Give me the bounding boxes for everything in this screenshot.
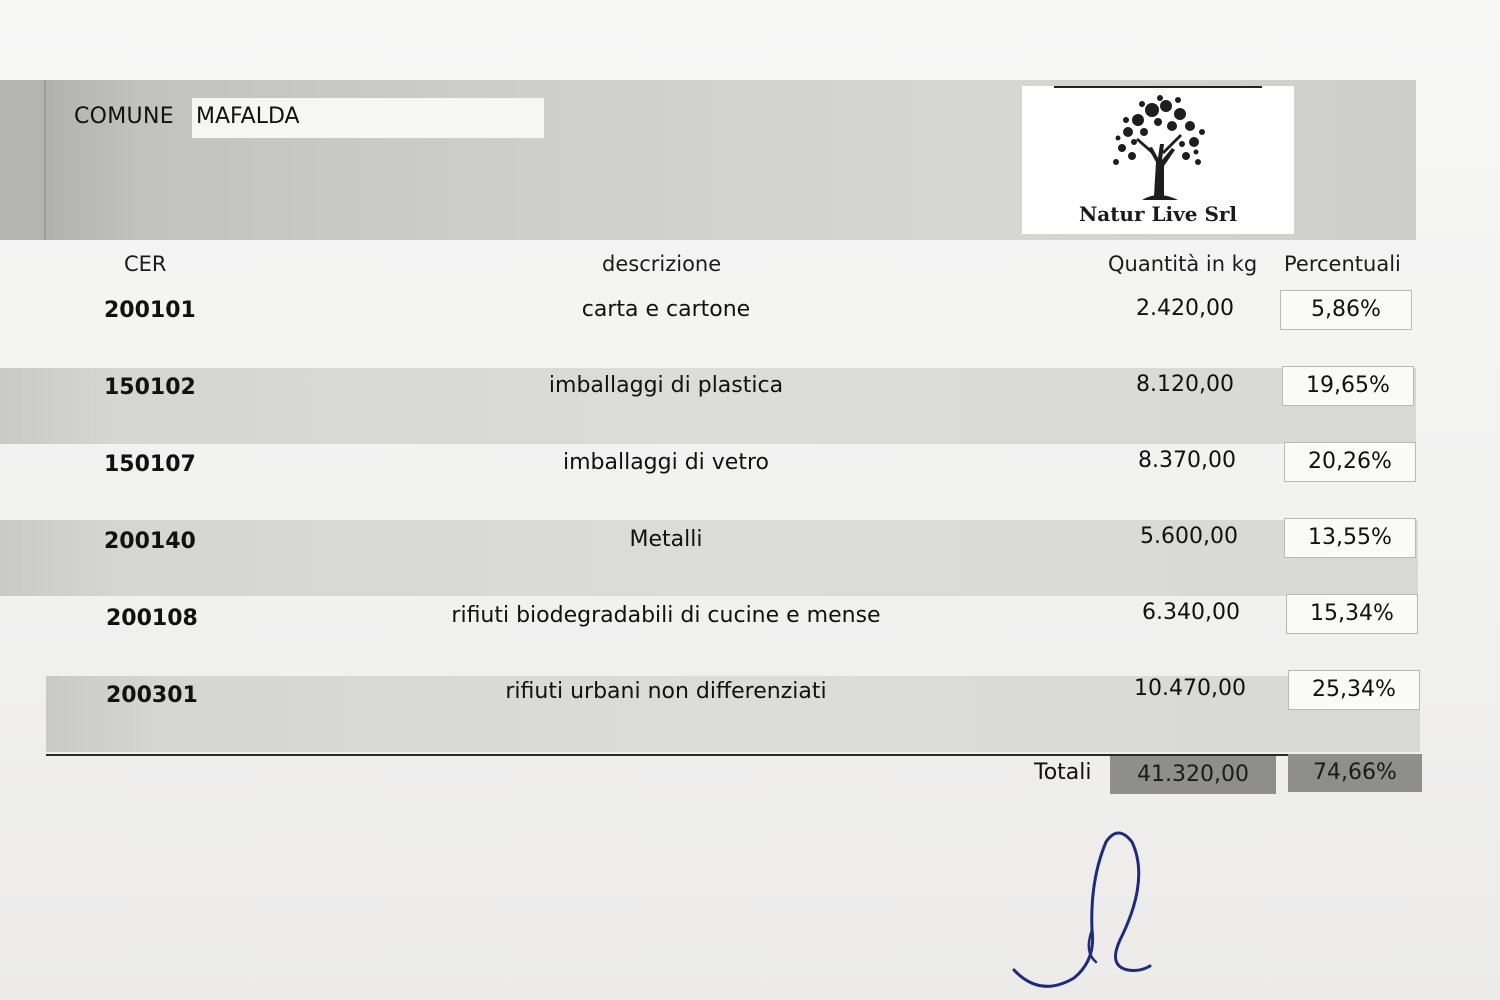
quantity: 5.600,00 [1140,524,1238,549]
total-percentage: 74,66% [1288,754,1422,792]
totals-label: Totali [1034,760,1092,785]
logo-text: Natur Live Srl [1078,202,1238,226]
cer-code: 200140 [104,529,196,554]
quantity: 8.120,00 [1136,372,1234,397]
cer-code: 200101 [104,298,196,323]
header-left-strip [0,80,46,240]
description: rifiuti urbani non differenziati [505,679,827,704]
percentage: 20,26% [1284,442,1416,482]
quantity: 6.340,00 [1142,600,1240,625]
column-header-cer: CER [124,252,167,276]
cer-code: 200301 [106,683,198,708]
percentage: 19,65% [1282,366,1414,406]
column-header-descrizione: descrizione [602,252,722,276]
description: Metalli [629,527,703,552]
description: rifiuti biodegradabili di cucine e mense [451,603,881,628]
description: imballaggi di vetro [562,450,769,475]
column-header-quantita: Quantità in kg [1108,252,1258,276]
percentage: 15,34% [1286,594,1418,634]
description: carta e cartone [581,297,751,322]
total-quantity: 41.320,00 [1110,756,1276,794]
percentage: 25,34% [1288,670,1420,710]
logo-top-line [1054,86,1262,88]
comune-label: COMUNE [74,104,174,129]
quantity: 10.470,00 [1134,676,1246,701]
cer-code: 150102 [104,375,196,400]
quantity: 8.370,00 [1138,448,1236,473]
cer-code: 200108 [106,606,198,631]
tree-icon [1098,92,1218,202]
quantity: 2.420,00 [1136,296,1234,321]
column-header-percentuali: Percentuali [1284,252,1401,276]
comune-field: MAFALDA [192,98,544,138]
percentage: 5,86% [1280,290,1412,330]
description: imballaggi di plastica [548,373,784,398]
signature [1000,820,1180,1000]
company-logo [1022,86,1294,234]
percentage: 13,55% [1284,518,1416,558]
cer-code: 150107 [104,452,196,477]
